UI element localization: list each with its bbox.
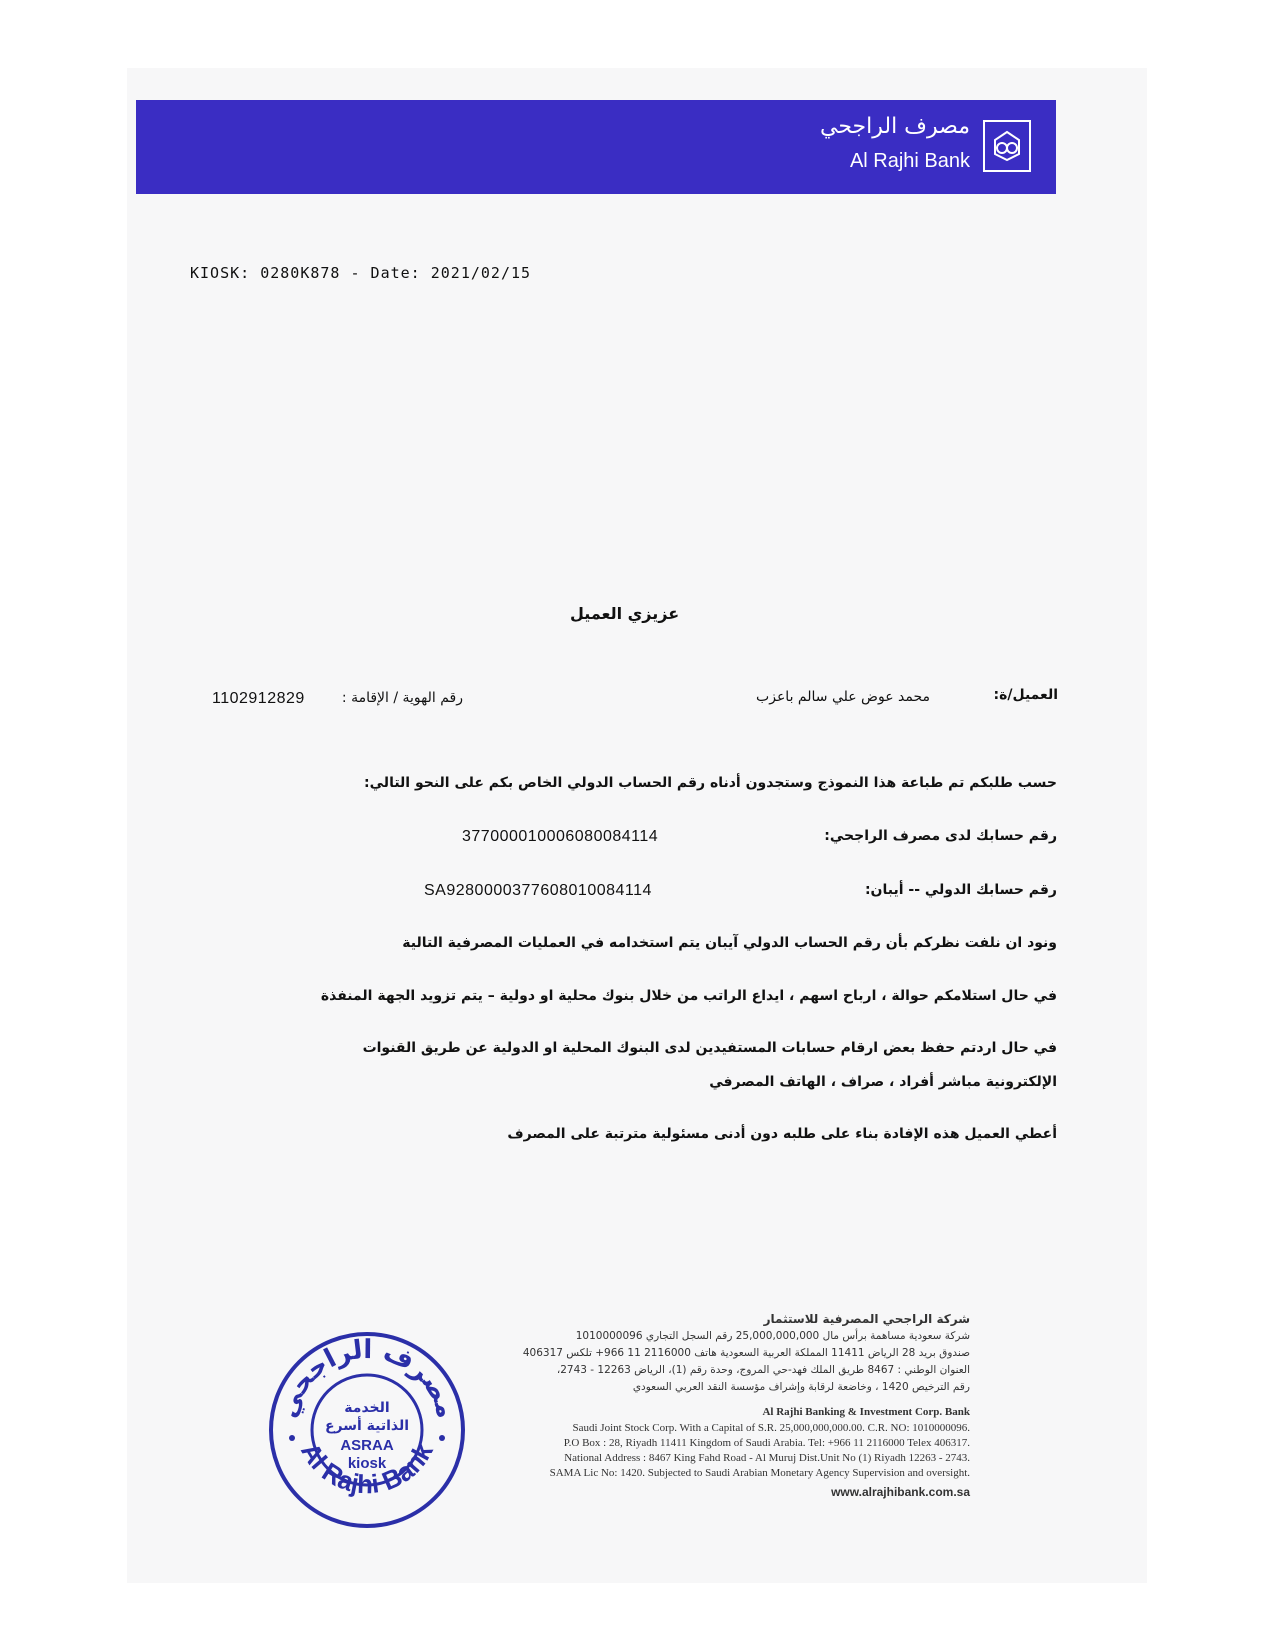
customer-label: العميل/ة:: [993, 687, 1058, 703]
iban-label: رقم حسابك الدولي -- أيبان:: [864, 882, 1057, 898]
kiosk-date-line: KIOSK: 0280K878 - Date: 2021/02/15: [190, 264, 532, 282]
footer-company-en: Al Rajhi Banking & Investment Corp. Bank: [762, 1406, 970, 1418]
footer-ar-line-1: شركة سعودية مساهمة برأس مال 25,000,000,000 رقم السجل التجاري 1010000096: [575, 1330, 970, 1342]
customer-name: محمد عوض علي سالم باعزب: [756, 689, 930, 705]
kiosk-stamp-icon: [267, 1330, 467, 1530]
intro-text: حسب طلبكم تم طباعة هذا النموذج وستجدون أدناه رقم الحساب الدولي الخاص بكم على النحو التالي:: [364, 775, 1057, 791]
footer-en-line-3: National Address : 8467 King Fahd Road - Al Muruj Dist.Unit No (1) Riyadh 12263 - 2743.: [564, 1452, 970, 1464]
footer-ar-line-2: صندوق بريد 28 الرياض 11411 المملكة العربية السعودية هاتف 2116000 11 966+ تلكس 406317: [522, 1347, 970, 1359]
seal-outer-en: Al Rajhi Bank: [295, 1437, 439, 1500]
seal-inner-en-1: ASRAA: [340, 1437, 394, 1454]
greeting: عزيزي العميل: [570, 604, 680, 623]
footer-ar-line-4: رقم الترخيص 1420 ، وخاضعة لرقابة وإشراف مؤسسة النقد العربي السعودي: [632, 1381, 970, 1393]
id-label: رقم الهوية / الإقامة :: [341, 690, 463, 706]
bank-name-english: Al Rajhi Bank: [849, 150, 970, 172]
closing-text: أعطي العميل هذه الإفادة بناء على طلبه دون أدنى مسئولية مترتبة على المصرف: [507, 1126, 1057, 1142]
iban-value: SA9280000377608010084114: [424, 882, 652, 899]
website-link[interactable]: www.alrajhibank.com.sa: [831, 1485, 970, 1499]
footer-en-line-4: SAMA Lic No: 1420. Subjected to Saudi Arabian Monetary Agency Supervision and oversight.: [549, 1467, 970, 1479]
seal-inner-ar-1: الخدمة: [344, 1400, 390, 1416]
local-account-value: 377000010006080084114: [462, 828, 659, 845]
seal-inner-ar-2: الذاتية أسرع: [324, 1418, 410, 1434]
footer-ar-line-3: العنوان الوطني : 8467 طريق الملك فهد-حي المروج، وحدة رقم (1)، الرياض 12263 - 2743،: [556, 1364, 970, 1376]
footer-en-line-1: Saudi Joint Stock Corp. With a Capital of S.R. 25,000,000,000.00. C.R. NO: 1010000096.: [572, 1422, 970, 1434]
paragraph-1: في حال استلامكم حوالة ، ارباح اسهم ، ايداع الراتب من خلال بنوك محلية او دولية – يتم تزويد الجهة المنفذة: [320, 988, 1057, 1004]
footer-en-line-2: P.O Box : 28, Riyadh 11411 Kingdom of Saudi Arabia. Tel: +966 11 2116000 Telex 406317.: [563, 1437, 970, 1449]
footer-company-ar: شركة الراجحي المصرفية للاستثمار: [763, 1312, 970, 1326]
seal-inner-en-2: kiosk: [347, 1455, 387, 1472]
id-value: 1102912829: [212, 690, 305, 707]
bank-name-arabic: مصرف الراجحي: [819, 114, 970, 139]
bank-logo-icon: [983, 120, 1031, 172]
local-account-label: رقم حسابك لدى مصرف الراجحي:: [824, 828, 1057, 844]
seal-outer-ar: مصرف الراجحي: [272, 1334, 461, 1422]
paragraph-2-line-1: في حال اردتم حفظ بعض ارقام حسابات المستفيدين لدى البنوك المحلية او الدولية عن طريق القنوات: [362, 1040, 1057, 1056]
paragraph-2-line-2: الإلكترونية مباشر أفراد ، صراف ، الهاتف المصرفي: [709, 1074, 1057, 1090]
notice-text: ونود ان نلفت نظركم بأن رقم الحساب الدولي آيبان يتم استخدامه في العمليات المصرفية التالية: [402, 935, 1057, 951]
